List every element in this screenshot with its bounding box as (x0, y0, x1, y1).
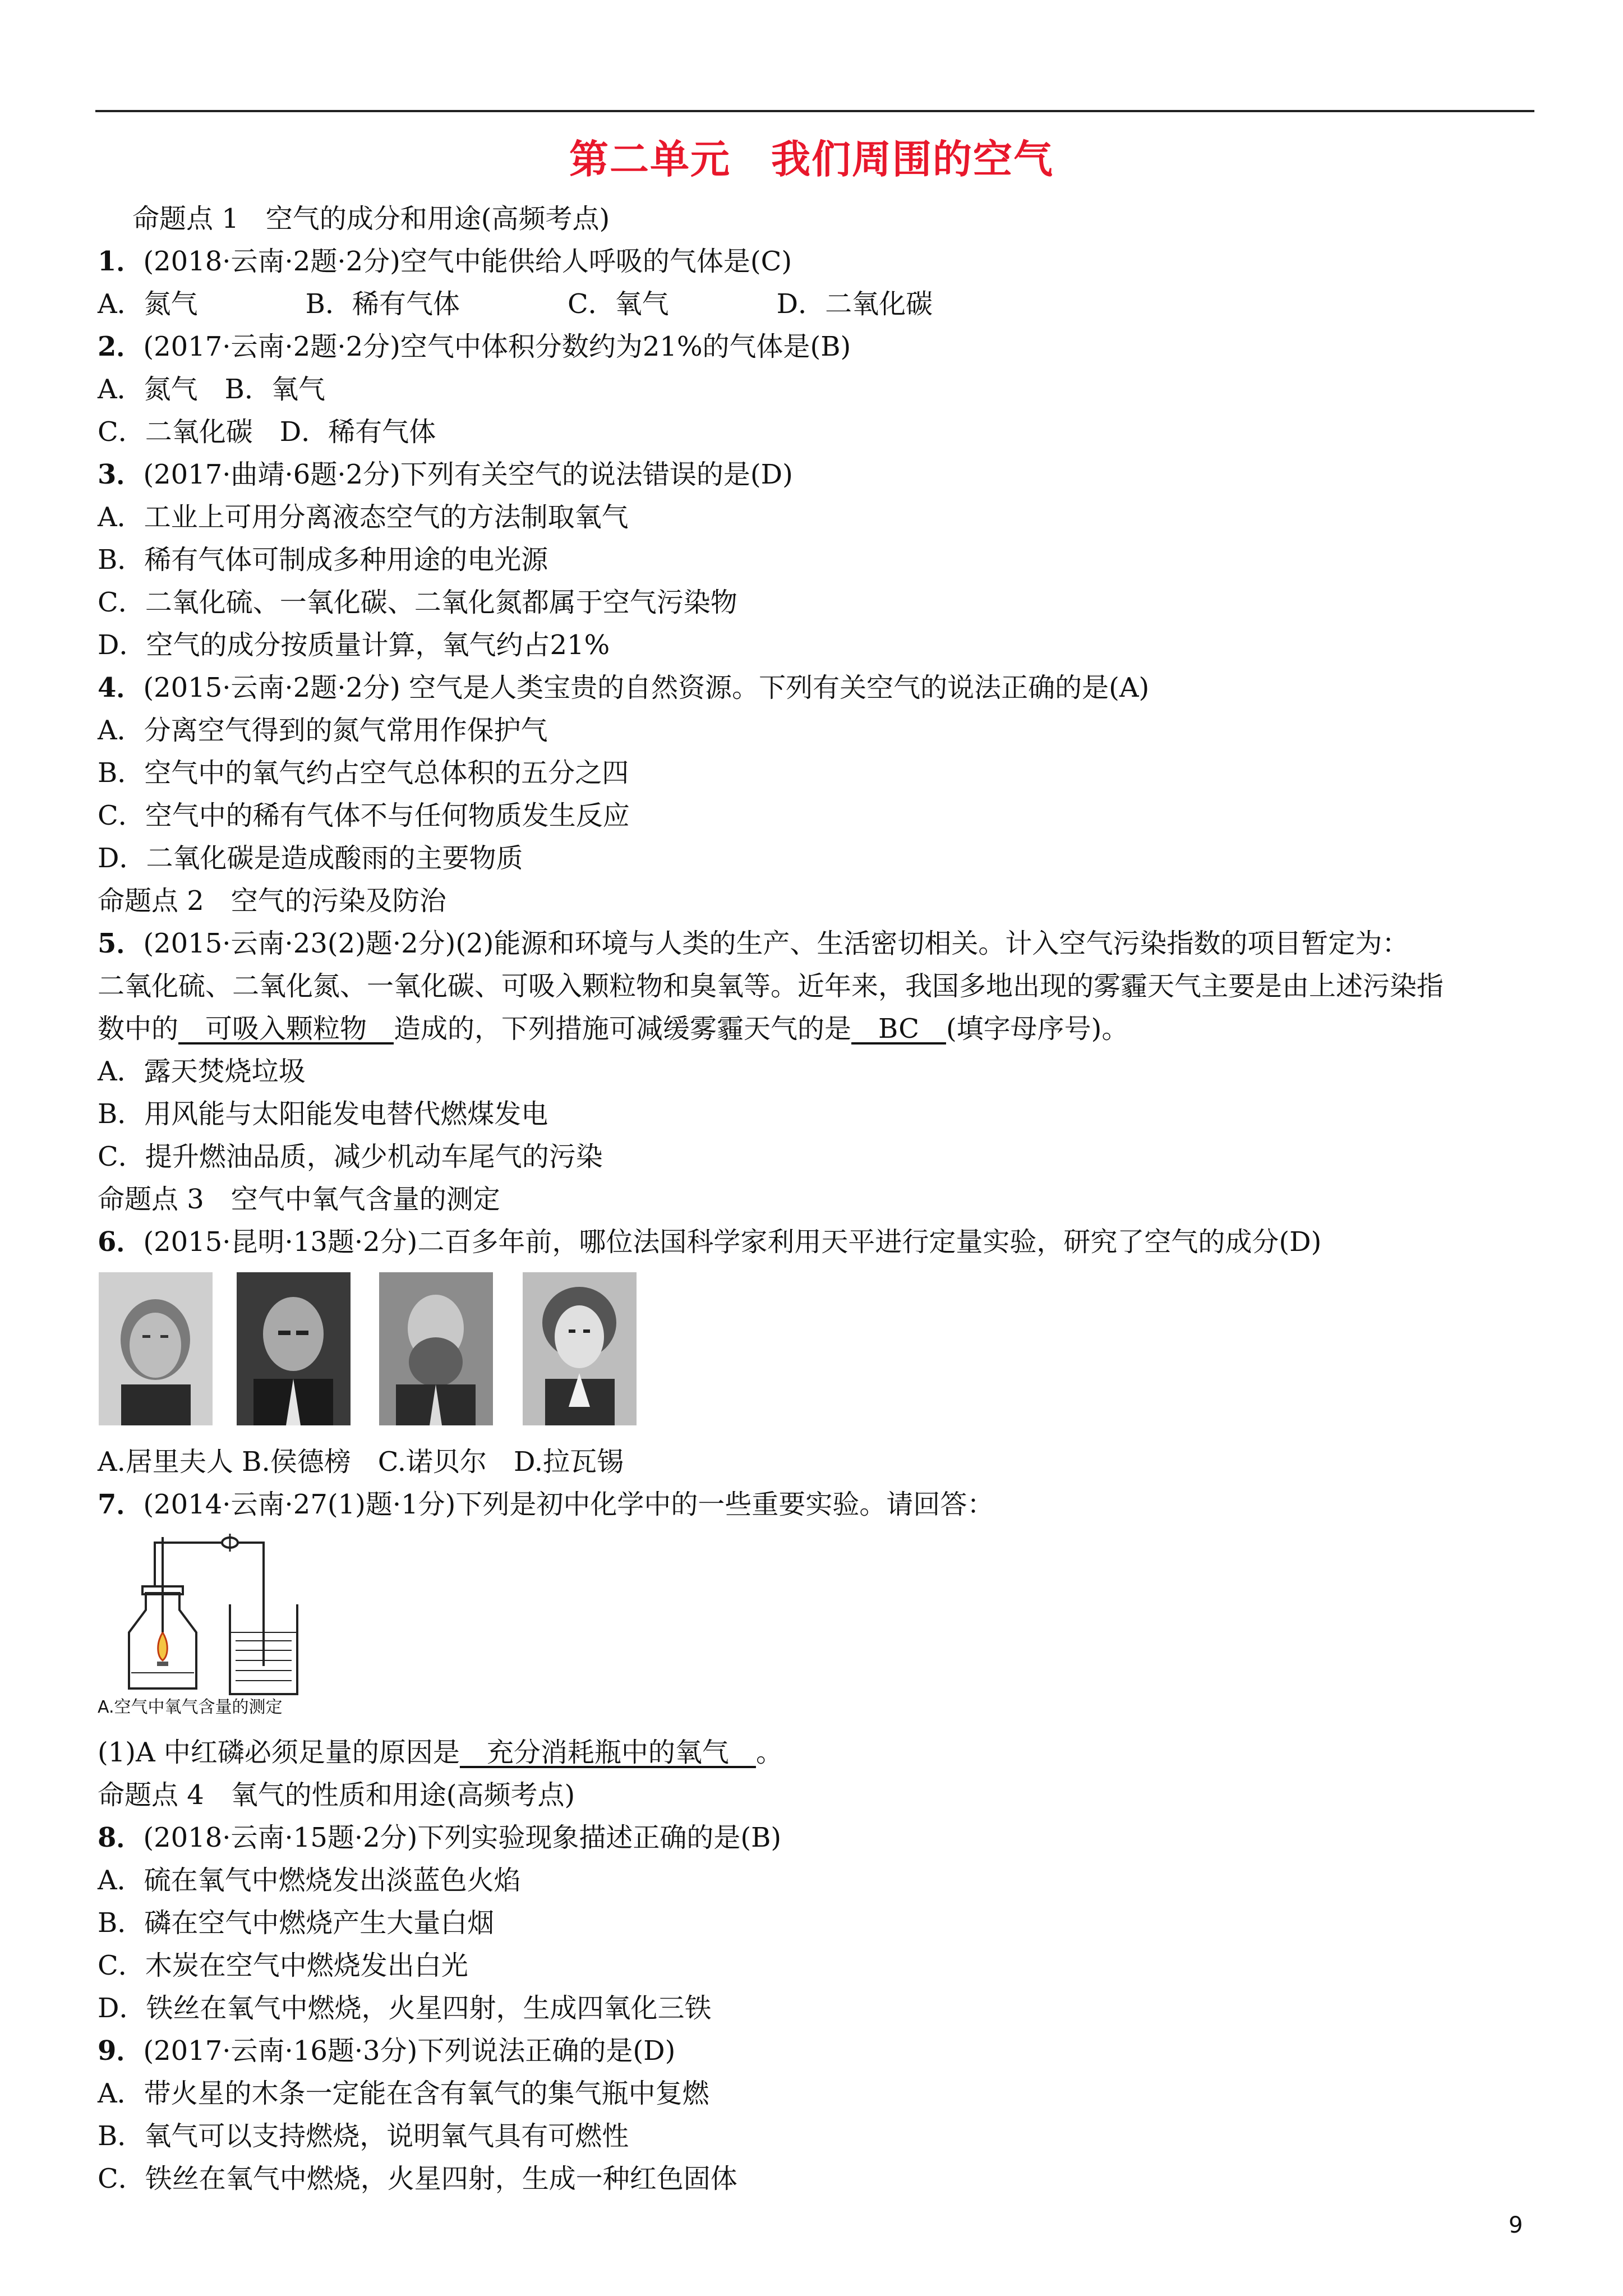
answer-blank-1: 可吸入颗粒物 (178, 1013, 394, 1045)
portrait-curie (99, 1272, 213, 1425)
question-9-option-b: B．氧气可以支持燃烧，说明氧气具有可燃性 (98, 2120, 629, 2152)
portrait-hou-debang (237, 1272, 351, 1425)
question-text: (2014·云南·27(1)题·1分)下列是初中化学中的一些重要实验。请回答： (143, 1489, 994, 1520)
question-7-stem (98, 1488, 994, 1521)
question-number: 5． (98, 928, 144, 959)
portrait-lavoisier (523, 1272, 637, 1425)
question-3-option-b: B．稀有气体可制成多种用途的电光源 (98, 544, 548, 576)
question-4-option-b: B．空气中的氧气约占空气总体积的五分之四 (98, 757, 629, 789)
question-5-option-c: C．提升燃油品质，减少机动车尾气的污染 (98, 1141, 603, 1172)
question-6-stem (98, 1225, 1321, 1259)
section-heading-1: 命题点 1 空气的成分和用途(高频考点) (132, 203, 610, 234)
question-number: 3． (98, 459, 144, 490)
answer-blank: 充分消耗瓶中的氧气 (459, 1737, 756, 1768)
question-text: (2018·云南·15题·2分)下列实验现象描述正确的是(B) (143, 1822, 782, 1853)
text-segment: 数中的 (98, 1013, 179, 1045)
portrait-nobel (379, 1272, 493, 1425)
question-2-options-cd: C．二氧化碳 D．稀有气体 (98, 416, 436, 448)
question-5-stem-line3 (98, 1012, 1128, 1046)
section-heading-4: 命题点 4 氧气的性质和用途(高频考点) (98, 1779, 575, 1811)
question-2-stem (98, 330, 851, 364)
oxygen-content-apparatus-diagram (112, 1526, 325, 1705)
question-text: (2015·云南·23(2)题·2分)(2)能源和环境与人类的生产、生活密切相关。计入空气污染指数的项目暂定为： (143, 928, 1409, 959)
question-9-option-c: C．铁丝在氧气中燃烧，火星四射，生成一种红色固体 (98, 2163, 737, 2194)
figure-caption: A.空气中氧气含量的测定 (98, 1697, 283, 1717)
question-text: (2017·云南·2题·2分)空气中体积分数约为21%的气体是(B) (143, 331, 851, 362)
question-text: (2015·云南·2题·2分) 空气是人类宝贵的自然资源。下列有关空气的说法正确的是(A) (143, 672, 1150, 703)
question-5-option-b: B．用风能与太阳能发电替代燃煤发电 (98, 1098, 548, 1130)
text-segment: (填字母序号)。 (946, 1013, 1129, 1045)
question-4-option-a: A．分离空气得到的氮气常用作保护气 (98, 715, 548, 746)
page-number: 9 (1509, 2212, 1523, 2238)
question-number: 9． (98, 2035, 144, 2067)
question-4-option-c: C．空气中的稀有气体不与任何物质发生反应 (98, 800, 630, 831)
question-text: (2018·云南·2题·2分)空气中能供给人呼吸的气体是(C) (143, 246, 792, 277)
question-8-stem (98, 1821, 781, 1855)
header-rule (95, 110, 1534, 112)
question-text: (2017·云南·16题·3分)下列说法正确的是(D) (143, 2035, 676, 2067)
question-5-option-a: A．露天焚烧垃圾 (98, 1056, 306, 1087)
section-heading-2: 命题点 2 空气的污染及防治 (98, 885, 446, 917)
question-4-stem (98, 671, 1149, 705)
question-text: (2017·曲靖·6题·2分)下列有关空气的说法错误的是(D) (143, 459, 793, 490)
question-9-option-a: A．带火星的木条一定能在含有氧气的集气瓶中复燃 (98, 2078, 709, 2109)
question-3-option-d: D．空气的成分按质量计算，氧气约占21% (98, 629, 610, 661)
question-8-option-a: A．硫在氧气中燃烧发出淡蓝色火焰 (98, 1865, 521, 1896)
question-5-stem-line2: 二氧化硫、二氧化氮、一氧化碳、可吸入颗粒物和臭氧等。近年来，我国多地出现的雾霾天气主要是由上述污染指 (98, 970, 1444, 1002)
question-8-option-b: B．磷在空气中燃烧产生大量白烟 (98, 1907, 495, 1939)
text-segment: 造成的，下列措施可减缓雾霾天气的是 (394, 1013, 852, 1045)
question-number: 7． (98, 1489, 144, 1520)
question-8-option-c: C．木炭在空气中燃烧发出白光 (98, 1950, 468, 1981)
question-number: 6． (98, 1226, 144, 1258)
section-heading-3: 命题点 3 空气中氧气含量的测定 (98, 1184, 500, 1215)
question-number: 4． (98, 672, 144, 703)
question-5-stem-line1 (98, 927, 1409, 960)
question-1-stem (98, 245, 792, 278)
question-7-subquestion-1 (98, 1736, 783, 1769)
question-4-option-d: D．二氧化碳是造成酸雨的主要物质 (98, 843, 523, 874)
answer-blank-2: BC (851, 1013, 946, 1045)
text-segment: (1)A 中红磷必须足量的原因是 (98, 1737, 460, 1768)
question-3-stem (98, 458, 793, 491)
question-1-options: A．氮气 B．稀有气体 C．氧气 D．二氧化碳 (98, 288, 933, 320)
question-2-options-ab: A．氮气 B．氧气 (98, 374, 325, 405)
question-3-option-a: A．工业上可用分离液态空气的方法制取氧气 (98, 501, 629, 533)
question-text: (2015·昆明·13题·2分)二百多年前，哪位法国科学家利用天平进行定量实验，研究了空气的成分(D) (143, 1226, 1322, 1258)
text-segment: 。 (755, 1737, 783, 1768)
question-number: 2． (98, 331, 144, 362)
question-number: 8． (98, 1822, 144, 1853)
question-8-option-d: D．铁丝在氧气中燃烧，火星四射，生成四氧化三铁 (98, 1993, 712, 2024)
page-title: 第二单元 我们周围的空气 (569, 136, 1054, 182)
question-9-stem (98, 2034, 675, 2068)
question-3-option-c: C．二氧化硫、一氧化碳、二氧化氮都属于空气污染物 (98, 587, 737, 618)
question-number: 1． (98, 246, 144, 277)
question-6-options: A.居里夫人 B.侯德榜 C.诺贝尔 D.拉瓦锡 (98, 1446, 624, 1478)
